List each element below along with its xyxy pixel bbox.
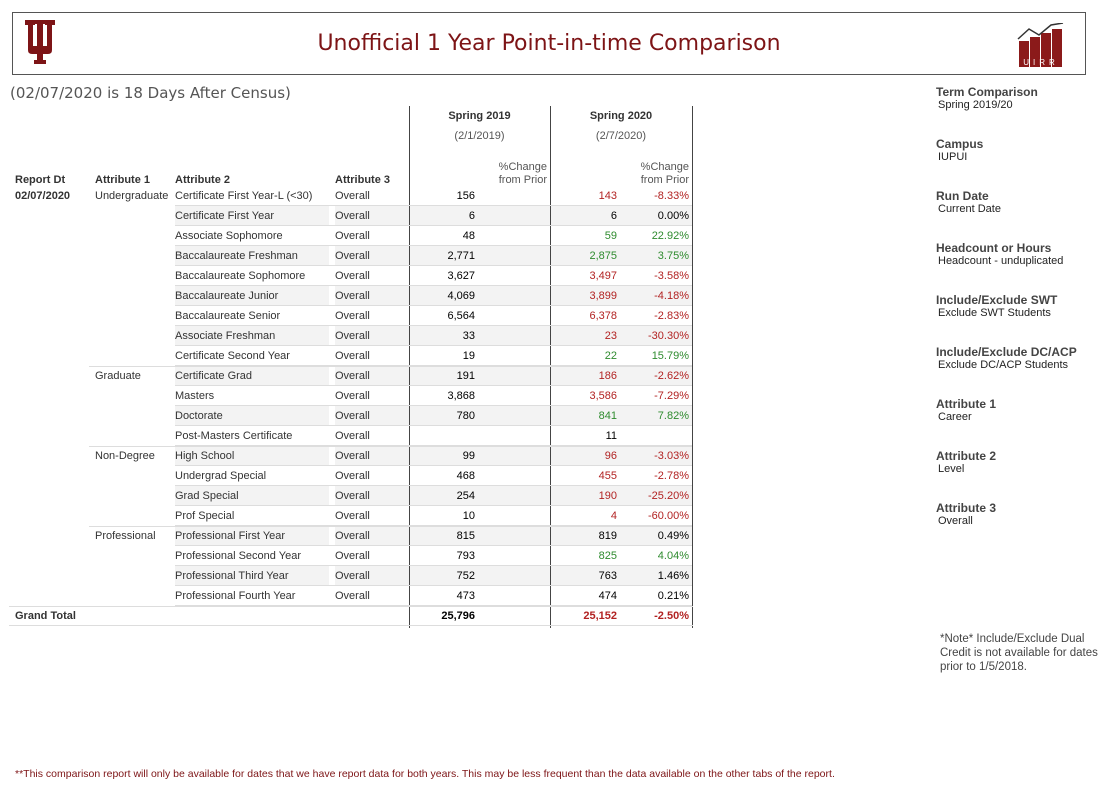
filter-value: Level (938, 463, 965, 475)
change-header-2: %Change (640, 161, 689, 173)
attribute-3: Overall (335, 230, 370, 242)
filter-label: Attribute 3 (936, 501, 996, 515)
spring-2020-value: 186 (598, 370, 617, 382)
percent-change: 15.79% (651, 350, 689, 362)
attribute-2: Baccalaureate Freshman (175, 250, 298, 262)
table-row (9, 486, 693, 506)
spring-2019-value: 473 (456, 590, 475, 602)
table-row (9, 446, 693, 466)
from-prior-header-2: from Prior (640, 174, 689, 186)
filter-item (936, 241, 1096, 293)
percent-change: -8.33% (654, 190, 689, 202)
spring-2020-value: 6,378 (589, 310, 617, 322)
filter-label: Include/Exclude SWT (936, 293, 1058, 307)
table-row (9, 286, 693, 306)
spring-2020-value: 3,899 (589, 290, 617, 302)
attribute-2: Baccalaureate Senior (175, 310, 281, 322)
attr3-header: Attribute 3 (335, 174, 390, 186)
attribute-2: Professional Fourth Year (175, 590, 296, 602)
table-row (9, 346, 693, 366)
spring-2020-value: 4 (610, 510, 617, 522)
grand-total-2019: 25,796 (441, 610, 475, 622)
filter-item (936, 449, 1096, 501)
attribute-2: Grad Special (175, 490, 239, 502)
from-prior-header-1: from Prior (498, 174, 547, 186)
comparison-table (9, 106, 693, 628)
attr1-header: Attribute 1 (95, 174, 150, 186)
attribute-3: Overall (335, 210, 370, 222)
table-row (9, 566, 693, 586)
percent-change: 4.04% (657, 550, 689, 562)
filter-item (936, 137, 1096, 189)
spring-2019-value: 793 (456, 550, 475, 562)
attribute-3: Overall (335, 590, 370, 602)
spring-2019-value: 156 (456, 190, 475, 202)
grand-total-label: Grand Total (15, 610, 76, 622)
spring-2019-value: 2,771 (447, 250, 475, 262)
footer-disclaimer: **This comparison report will only be available for dates that we have report data for both years. This may be less frequent than the data available on the other tabs of the report. (15, 768, 835, 780)
attribute-3: Overall (335, 430, 370, 442)
attr2-header: Attribute 2 (175, 174, 230, 186)
change-header-1: %Change (498, 161, 547, 173)
spring-2019-value: 752 (456, 570, 475, 582)
percent-change: -30.30% (648, 330, 689, 342)
filter-label: Attribute 1 (936, 397, 996, 411)
spring-2020-value: 6 (610, 210, 617, 222)
spring-2019-value: 99 (462, 450, 475, 462)
filter-item (936, 293, 1096, 345)
attribute-2: Certificate First Year-L (<30) (175, 190, 313, 202)
grand-total-change: -2.50% (654, 610, 689, 622)
attribute-1: Professional (95, 530, 156, 542)
table-row (9, 366, 693, 386)
percent-change: 0.49% (657, 530, 689, 542)
attribute-2: High School (175, 450, 235, 462)
dual-credit-note: *Note* Include/Exclude Dual Credit is not available for dates prior to 1/5/2018. (940, 633, 1098, 673)
spring-2019-value: 468 (456, 470, 475, 482)
table-row (9, 326, 693, 346)
filter-label: Include/Exclude DC/ACP (936, 345, 1077, 359)
table-row (9, 226, 693, 246)
svg-text:UIRR: UIRR (1023, 58, 1059, 67)
spring-2019-value: 254 (456, 490, 475, 502)
attribute-2: Undergrad Special (175, 470, 267, 482)
spring-2020-value: 143 (598, 190, 617, 202)
report-date: 02/07/2020 (15, 190, 71, 202)
attribute-2: Prof Special (175, 510, 235, 522)
spring-2019-value: 19 (462, 350, 475, 362)
census-note: (02/07/2020 is 18 Days After Census) (10, 84, 291, 102)
attribute-1: Graduate (95, 370, 141, 382)
page-title: Unofficial 1 Year Point-in-time Comparison (317, 31, 781, 56)
percent-change (621, 426, 689, 446)
percent-change: -2.62% (654, 370, 689, 382)
spring-2020-value: 3,497 (589, 270, 617, 282)
spring-2020-value: 22 (604, 350, 617, 362)
spring-2020-value: 96 (604, 450, 617, 462)
percent-change: -3.03% (654, 450, 689, 462)
spring-2020-value: 3,586 (589, 390, 617, 402)
spring-2019-value: 6 (468, 210, 475, 222)
attribute-3: Overall (335, 370, 370, 382)
table-row (9, 526, 693, 546)
table-row (9, 506, 693, 526)
attribute-3: Overall (335, 290, 370, 302)
report-dt-header: Report Dt (15, 174, 66, 186)
attribute-2: Associate Freshman (175, 330, 276, 342)
spring-2019-value (415, 426, 475, 446)
attribute-2: Baccalaureate Sophomore (175, 270, 306, 282)
filter-value: Exclude SWT Students (938, 307, 1051, 319)
spring-2020-value: 455 (598, 470, 617, 482)
filter-value: Headcount - unduplicated (938, 255, 1064, 267)
attribute-3: Overall (335, 530, 370, 542)
attribute-2: Professional Second Year (175, 550, 301, 562)
percent-change: 22.92% (651, 230, 689, 242)
attribute-3: Overall (335, 490, 370, 502)
attribute-2: Masters (175, 390, 215, 402)
filter-item (936, 345, 1096, 397)
spring-2019-value: 6,564 (447, 310, 475, 322)
filter-label: Headcount or Hours (936, 241, 1052, 255)
filter-value: Spring 2019/20 (938, 99, 1013, 111)
grand-total-2020: 25,152 (583, 610, 617, 622)
attribute-2: Baccalaureate Junior (175, 290, 279, 302)
attribute-2: Associate Sophomore (175, 230, 283, 242)
table-row (9, 466, 693, 486)
percent-change: 0.00% (657, 210, 689, 222)
percent-change: -2.83% (654, 310, 689, 322)
attribute-3: Overall (335, 270, 370, 282)
attribute-3: Overall (335, 390, 370, 402)
spring-2020-value: 23 (604, 330, 617, 342)
attribute-3: Overall (335, 190, 370, 202)
term2-date: (2/7/2020) (595, 130, 647, 142)
filter-value: Career (938, 411, 972, 423)
table-row (9, 586, 693, 606)
spring-2019-value: 3,627 (447, 270, 475, 282)
attribute-2: Post-Masters Certificate (175, 430, 293, 442)
attribute-1: Non-Degree (95, 450, 155, 462)
table-row (9, 206, 693, 226)
percent-change: 0.21% (657, 590, 689, 602)
spring-2019-value: 3,868 (447, 390, 475, 402)
attribute-3: Overall (335, 350, 370, 362)
attribute-3: Overall (335, 510, 370, 522)
filter-item (936, 85, 1096, 137)
table-row (9, 306, 693, 326)
spring-2020-value: 59 (604, 230, 617, 242)
spring-2020-value: 190 (598, 490, 617, 502)
attribute-3: Overall (335, 310, 370, 322)
attribute-3: Overall (335, 470, 370, 482)
filter-item (936, 501, 1096, 553)
spring-2020-value: 841 (598, 410, 617, 422)
filter-item (936, 397, 1096, 449)
percent-change: 1.46% (657, 570, 689, 582)
spring-2020-value: 763 (598, 570, 617, 582)
table-row (9, 186, 693, 206)
term1-date: (2/1/2019) (454, 130, 505, 142)
term2-header: Spring 2020 (589, 110, 653, 122)
grand-total-row (9, 606, 693, 626)
table-row (9, 546, 693, 566)
filter-item (936, 189, 1096, 241)
spring-2020-value: 819 (598, 530, 617, 542)
attribute-3: Overall (335, 330, 370, 342)
attribute-2: Doctorate (175, 410, 223, 422)
table-row (9, 426, 693, 446)
filter-value: IUPUI (938, 151, 968, 163)
spring-2019-value: 10 (462, 510, 475, 522)
spring-2020-value: 474 (598, 590, 617, 602)
filter-label: Campus (936, 137, 984, 151)
percent-change: 7.82% (657, 410, 689, 422)
report-header (12, 12, 1086, 75)
spring-2019-value: 780 (456, 410, 475, 422)
filter-value: Overall (938, 515, 973, 527)
percent-change: 3.75% (657, 250, 689, 262)
filter-label: Term Comparison (936, 85, 1038, 99)
spring-2020-value: 11 (605, 430, 617, 442)
attribute-3: Overall (335, 570, 370, 582)
spring-2019-value: 48 (462, 230, 475, 242)
percent-change: -60.00% (648, 510, 689, 522)
filter-value: Exclude DC/ACP Students (938, 359, 1069, 371)
attribute-2: Professional Third Year (175, 570, 289, 582)
uirr-logo-icon (1017, 23, 1065, 74)
percent-change: -4.18% (654, 290, 689, 302)
percent-change: -7.29% (654, 390, 689, 402)
term1-header: Spring 2019 (448, 110, 511, 122)
filter-label: Attribute 2 (936, 449, 996, 463)
attribute-2: Certificate Grad (175, 370, 253, 382)
table-row (9, 386, 693, 406)
spring-2020-value: 825 (598, 550, 617, 562)
percent-change: -3.58% (654, 270, 689, 282)
filter-panel (936, 85, 1096, 553)
attribute-2: Certificate First Year (175, 210, 275, 222)
attribute-1: Undergraduate (95, 190, 169, 202)
attribute-2: Professional First Year (175, 530, 286, 542)
spring-2020-value: 2,875 (589, 250, 617, 262)
table-row (9, 246, 693, 266)
spring-2019-value: 4,069 (447, 290, 475, 302)
filter-value: Current Date (938, 203, 1001, 215)
attribute-3: Overall (335, 410, 370, 422)
spring-2019-value: 815 (456, 530, 475, 542)
attribute-3: Overall (335, 250, 370, 262)
attribute-2: Certificate Second Year (175, 350, 290, 362)
attribute-3: Overall (335, 450, 370, 462)
percent-change: -2.78% (654, 470, 689, 482)
table-row (9, 406, 693, 426)
spring-2019-value: 191 (456, 370, 475, 382)
table-row (9, 266, 693, 286)
percent-change: -25.20% (648, 490, 689, 502)
filter-label: Run Date (936, 189, 989, 203)
spring-2019-value: 33 (462, 330, 475, 342)
attribute-3: Overall (335, 550, 370, 562)
